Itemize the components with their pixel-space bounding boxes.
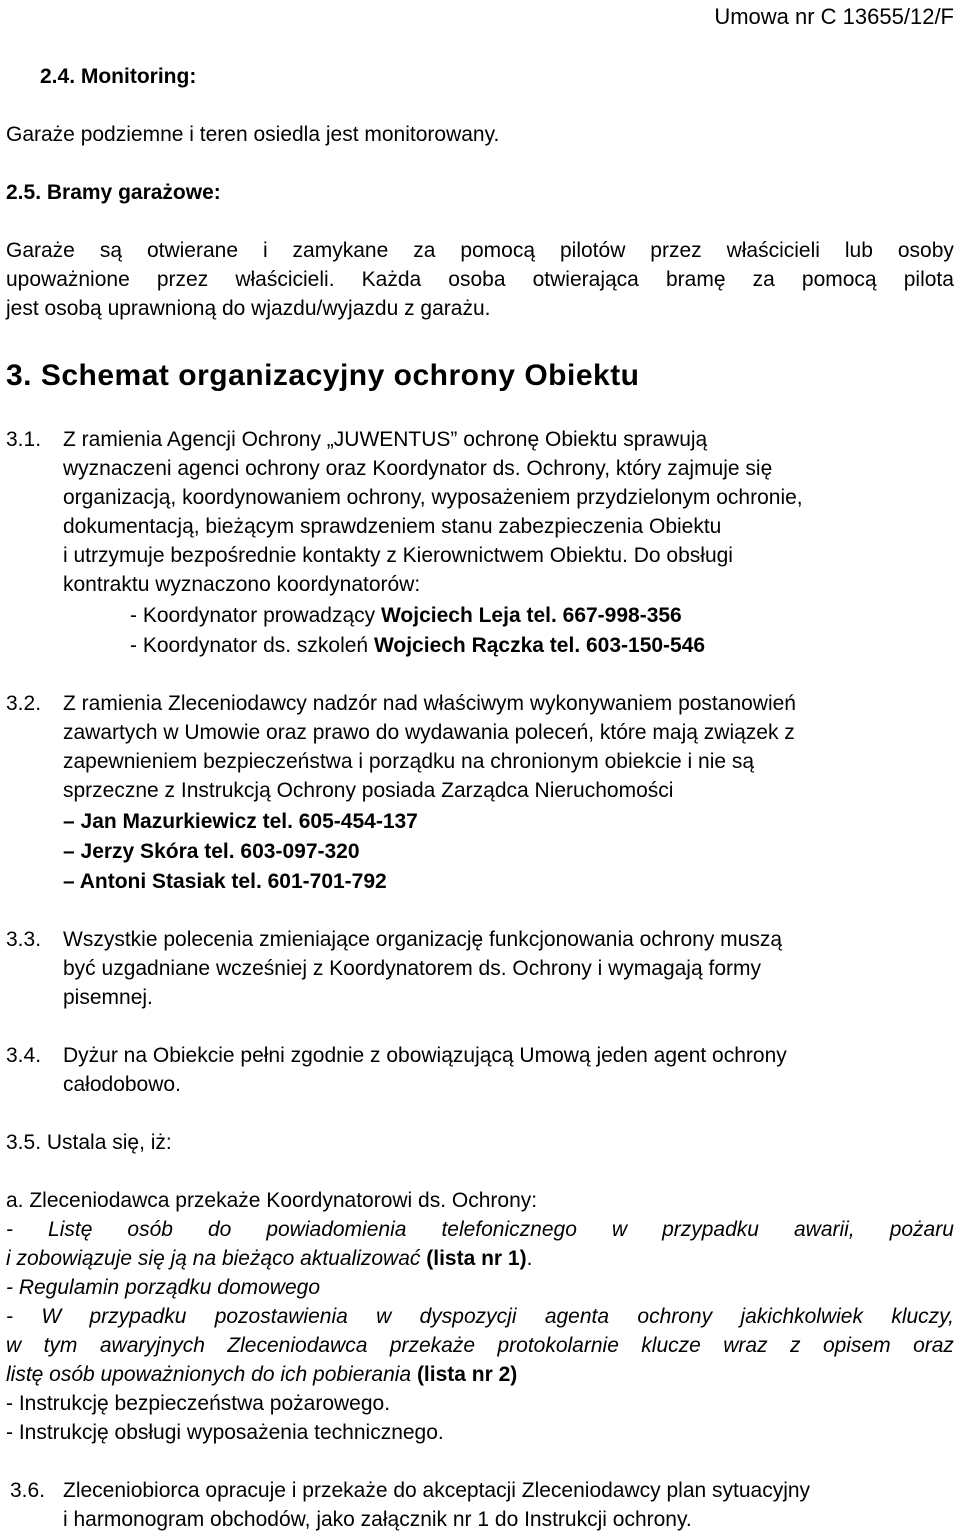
section-3-5-a: a. Zleceniodawca przekaże Koordynatorowi ds. Ochrony: [6, 1189, 538, 1212]
section-2-5-line-3: jest osobą uprawnioną do wjazdu/wyjazdu z garażu. [6, 297, 491, 320]
manager-contact-1: – Jan Mazurkiewicz tel. 605-454-137 [63, 810, 418, 833]
section-3-6-line-1: Zleceniobiorca opracuje i przekaże do akceptacji Zleceniodawcy plan sytuacyjny [63, 1479, 811, 1502]
section-3-3-line-1: Wszystkie polecenia zmieniające organizację funkcjonowania ochrony muszą [63, 928, 783, 951]
section-3-5-title: 3.5. Ustala się, iż: [6, 1131, 172, 1154]
section-2-4-title: 2.4. Monitoring: [40, 65, 197, 88]
coordinator-training: - Koordynator ds. szkoleń Wojciech Rączka tel. 603-150-546 [130, 634, 706, 657]
section-3-6-line-2: i harmonogram obchodów, jako załącznik nr 1 do Instrukcji ochrony. [63, 1508, 692, 1531]
section-3-2-line-2: zawartych w Umowie oraz prawo do wydawania poleceń, które mają związek z [63, 721, 795, 744]
section-3-4-line-1: Dyżur na Obiekcie pełni zgodnie z obowiązującą Umową jeden agent ochrony [63, 1044, 787, 1067]
section-3-2-line-1: Z ramienia Zleceniodawcy nadzór nad właściwym wykonywaniem postanowień [63, 692, 796, 715]
section-2-4-text: Garaże podziemne i teren osiedla jest monitorowany. [6, 123, 500, 146]
contract-number: Umowa nr C 13655/12/F [714, 4, 954, 29]
list-item-3-cont: w tym awaryjnych Zleceniodawca przekaże protokolarnie klucze wraz z opisem oraz [6, 1334, 954, 1357]
manager-contact-2: – Jerzy Skóra tel. 603-097-320 [63, 840, 360, 863]
section-3-2-line-4: sprzeczne z Instrukcją Ochrony posiada Zarządca Nieruchomości [63, 779, 674, 802]
section-2-5-line-2: upoważnione przez właścicieli. Każda osoba otwierająca bramę za pomocą pilota [6, 268, 954, 291]
section-3-1-number: 3.1. [6, 428, 42, 451]
section-3-4-line-2: całodobowo. [63, 1073, 181, 1096]
section-3-1-line-4: dokumentacją, bieżącym sprawdzeniem stanu zabezpieczenia Obiektu [63, 515, 722, 538]
section-3-2-number: 3.2. [6, 692, 42, 715]
section-3-3-line-3: pisemnej. [63, 986, 153, 1009]
coordinator-training-contact: Wojciech Rączka tel. 603-150-546 [373, 634, 706, 657]
list-item-1: - Listę osób do powiadomienia telefonicznego w przypadku awarii, pożaru [6, 1218, 954, 1241]
list-item-2: - Regulamin porządku domowego [6, 1276, 321, 1299]
section-3-1-line-6: kontraktu wyznaczono koordynatorów: [63, 573, 421, 596]
list-item-4: - Instrukcję bezpieczeństwa pożarowego. [6, 1392, 391, 1415]
list-item-3: - W przypadku pozostawienia w dyspozycji agenta ochrony jakichkolwiek kluczy, [6, 1305, 954, 1328]
section-2-5-line-1: Garaże są otwierane i zamykane za pomocą pilotów przez właścicieli lub osoby [6, 239, 954, 262]
section-3-3-number: 3.3. [6, 928, 42, 951]
coordinator-lead: - Koordynator prowadzący Wojciech Leja tel. 667-998-356 [130, 604, 682, 627]
section-3-1-line-5: i utrzymuje bezpośrednie kontakty z Kierownictwem Obiektu. Do obsługi [63, 544, 733, 567]
section-3-1-line-3: organizacją, koordynowaniem ochrony, wyposażeniem przydzielonym ochronie, [63, 486, 803, 509]
list-item-1-cont: i zobowiązuje się ją na bieżąco aktualizować (lista nr 1). [6, 1247, 533, 1270]
section-3-6-number: 3.6. [10, 1479, 46, 1502]
section-3-1-line-2: wyznaczeni agenci ochrony oraz Koordynator ds. Ochrony, który zajmuje się [63, 457, 773, 480]
section-3-heading: 3. Schemat organizacyjny ochrony Obiektu [6, 359, 640, 392]
coordinator-lead-contact: Wojciech Leja tel. 667-998-356 [380, 604, 682, 627]
list-item-3-end: listę osób upoważnionych do ich pobierania (lista nr 2) [6, 1363, 518, 1386]
section-3-4-number: 3.4. [6, 1044, 42, 1067]
list-item-5: - Instrukcję obsługi wyposażenia technicznego. [6, 1421, 444, 1444]
section-3-2-line-3: zapewnieniem bezpieczeństwa i porządku na chronionym obiekcie i nie są [63, 750, 755, 773]
section-2-5-title: 2.5. Bramy garażowe: [6, 181, 221, 204]
section-3-1-line-1: Z ramienia Agencji Ochrony „JUWENTUS” ochronę Obiektu sprawują [63, 428, 708, 451]
section-3-3-line-2: być uzgadniane wcześniej z Koordynatorem ds. Ochrony i wymagają formy [63, 957, 761, 980]
manager-contact-3: – Antoni Stasiak tel. 601-701-792 [63, 870, 387, 893]
